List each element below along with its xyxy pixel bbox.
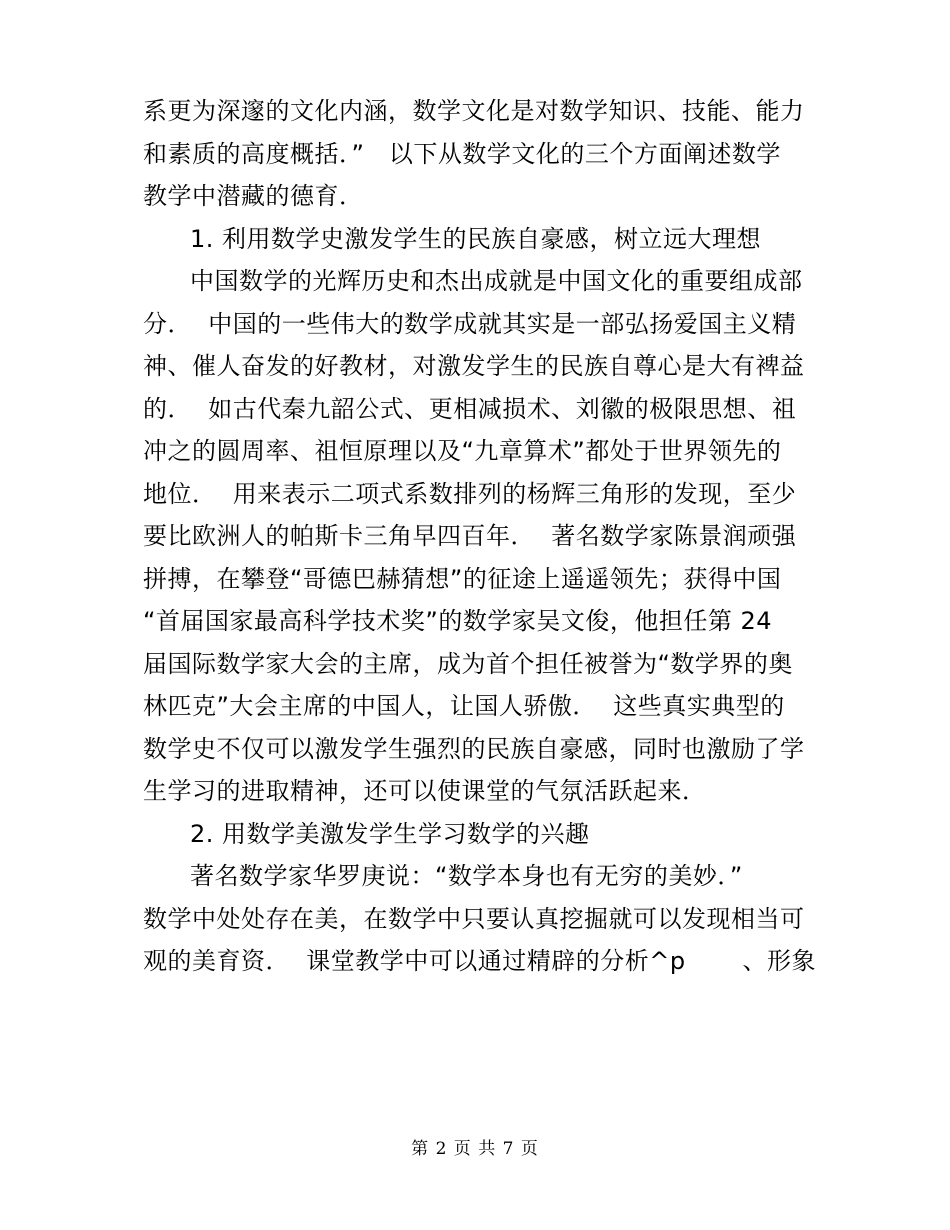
text-line: 冲之的圆周率、祖恒原理以及“九章算术”都处于世界领先的 — [143, 437, 782, 465]
document-body — [143, 90, 817, 983]
text-line: 和素质的高度概括．” 以下从数学文化的三个方面阐述数学 — [143, 139, 781, 168]
text-line: 系更为深邃的文化内涵，数学文化是对数学知识、技能、能力 — [143, 97, 805, 125]
text-line: 要比欧洲人的帕斯卡三角早四百年． 著名数学家陈景润顽强 — [143, 522, 797, 550]
section-heading-2: 2. 用数学美激发学生学习数学的兴趣 — [190, 819, 590, 848]
text-line: 著名数学家华罗庚说：“数学本身也有无穷的美妙．” — [190, 862, 743, 890]
text-line: 的． 如古代秦九韶公式、更相减损术、刘徽的极限思想、祖 — [143, 394, 797, 423]
section-heading-1: 1. 利用数学史激发学生的民族自豪感，树立远大理想 — [190, 224, 762, 253]
text-line: 观的美育资． 课堂教学中可以通过精辟的分析^p 、形象 — [143, 947, 817, 975]
page-number-footer: 第 2 页 共 7 页 — [411, 1139, 539, 1159]
text-line: 教学中潜藏的德育． — [143, 182, 364, 210]
text-line: 数学中处处存在美，在数学中只要认真挖掘就可以发现相当可 — [143, 904, 805, 933]
text-line: 中国数学的光辉历史和杰出成就是中国文化的重要组成部 — [190, 267, 803, 295]
text-line: 生学习的进取精神，还可以使课堂的气氛活跃起来． — [143, 777, 707, 805]
text-line: 分． 中国的一些伟大的数学成就其实是一部弘扬爱国主义精 — [143, 309, 797, 338]
text-line: 拼搏，在攀登“哥德巴赫猜想”的征途上遥遥领先；获得中国 — [143, 564, 782, 593]
text-line: “首届国家最高科学技术奖”的数学家吴文俊，他担任第 24 — [143, 607, 773, 635]
text-line: 林匹克”大会主席的中国人，让国人骄傲． 这些真实典型的 — [143, 692, 785, 720]
text-line: 数学史不仅可以激发学生强烈的民族自豪感，同时也激励了学 — [143, 734, 805, 763]
text-line: 地位． 用来表示二项式系数排列的杨辉三角形的发现，至少 — [143, 479, 797, 508]
text-line: 届国际数学家大会的主席，成为首个担任被誉为“数学界的奥 — [143, 649, 793, 678]
text-line: 神、催人奋发的好教材，对激发学生的民族自尊心是大有裨益 — [143, 352, 805, 380]
